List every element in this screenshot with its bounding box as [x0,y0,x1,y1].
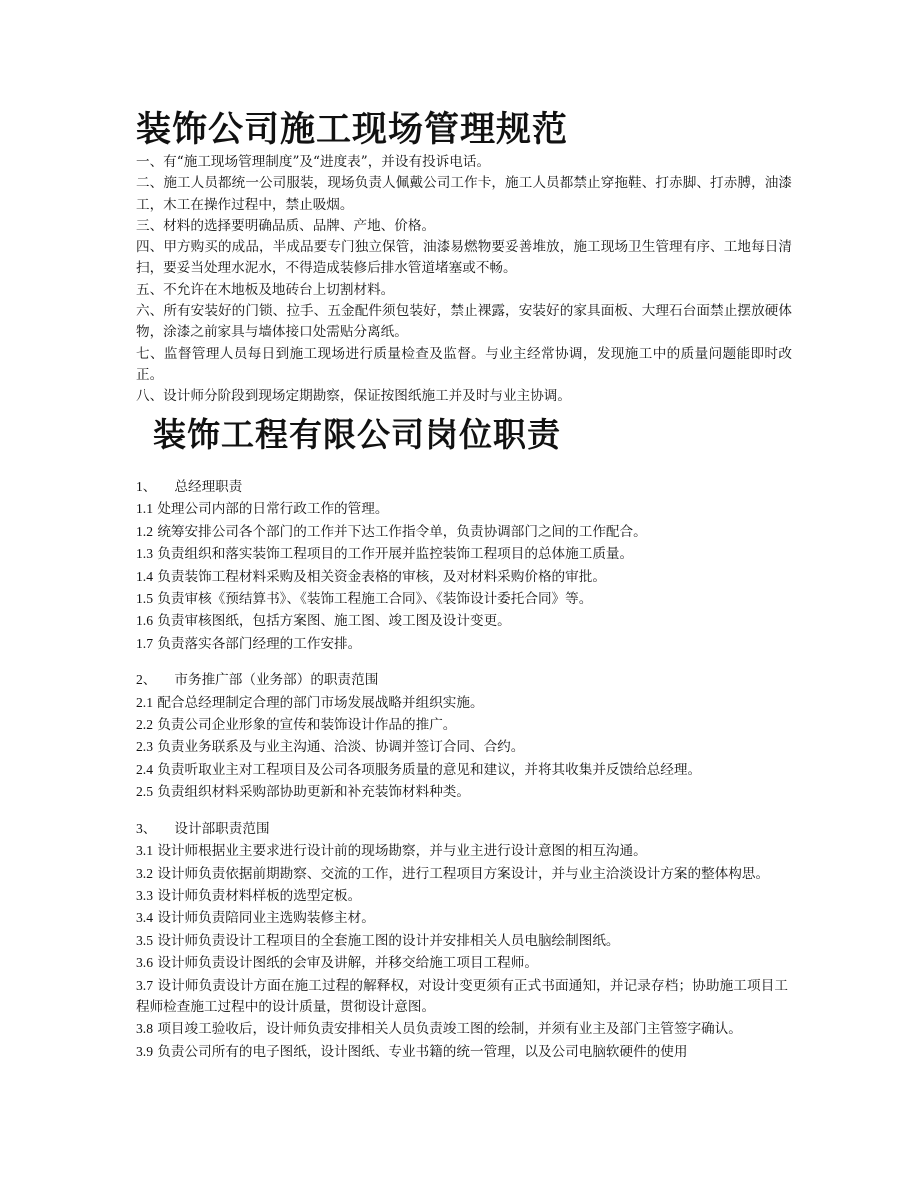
item-number: 1.1 [136,501,153,517]
item-text: 设计师根据业主要求进行设计前的现场勘察，并与业主进行设计意图的相互沟通。 [157,843,647,860]
duty-item [136,840,788,862]
section-number: 2、 [136,672,157,688]
section-title: 总经理职责 [174,479,243,495]
item-number: 3.4 [136,910,153,926]
rule-paragraph: 三、材料的选择要明确品质、品牌、产地、价格。 [136,217,436,234]
item-text: 处理公司内部的日常行政工作的管理。 [157,501,389,518]
section-number: 1、 [136,479,157,494]
rule-paragraph: 一、有“施工现场管理制度”及“进度表”，并设有投诉电话。 [136,154,491,170]
item-text: 设计师负责设计方面在施工过程的解释权，对设计变更须有正式书面通知，并记录存档；协助施工项目工程师检查施工过程中的设计质量，贯彻设计意图。 [136,977,789,1015]
item-number: 1.5 [136,591,153,607]
item-text: 配合总经理制定合理的部门市场发展战略并组织实施。 [157,694,484,711]
item-number: 3.2 [136,865,153,881]
item-number: 1.2 [136,523,153,539]
duty-item [136,1018,788,1040]
item-text: 负责落实各部门经理的工作安排。 [157,635,362,652]
item-text: 负责审核图纸，包括方案图、施工图、竣工图及设计变更。 [157,613,511,630]
item-number: 2.4 [136,761,153,777]
item-number: 3.7 [136,977,153,993]
duty-item [136,543,788,565]
item-number: 2.2 [136,717,153,733]
item-text: 负责业务联系及与业主沟通、洽淡、协调并签订合同、合约。 [157,739,525,756]
item-number: 2.5 [136,784,153,800]
item-number: 2.1 [136,694,153,710]
duty-item [136,1041,788,1063]
item-text: 负责听取业主对工程项目及公司各项服务质量的意见和建议，并将其收集并反馈给总经理。 [157,761,702,778]
item-text: 设计师负责依据前期勘察、交流的工作，进行工程项目方案设计，并与业主洽淡设计方案的整体构思。 [157,865,770,882]
item-text: 负责装饰工程材料采购及相关资金表格的审核，及对材料采购价格的审批。 [157,568,606,585]
item-number: 3.5 [136,932,153,948]
rule-paragraph: 五、不允许在木地板及地砖台上切割材料。 [136,281,395,298]
section-title: 设计部职责范围 [174,820,270,837]
item-number: 1.7 [136,635,153,651]
item-text: 负责公司企业形象的宣传和装饰设计作品的推广。 [157,717,457,734]
item-text: 负责组织和落实装饰工程项目的工作开展并监控装饰工程项目的总体施工质量。 [157,546,634,563]
item-text: 设计师负责材料样板的选型定板。 [157,887,362,904]
item-number: 1.6 [136,613,153,629]
section-heading [136,669,788,691]
duty-item [136,952,788,974]
rule-paragraph: 二、施工人员都统一公司服装，现场负责人佩戴公司工作卡，施工人员都禁止穿拖鞋、打赤脚、打赤膊，油漆工，木工在操作过程中，禁止吸烟。 [136,175,792,213]
duty-item [136,863,788,885]
item-text: 负责审核《预结算书》、《装饰工程施工合同》、《装饰设计委托合同》等。 [157,591,593,608]
section-title: 市务推广部（业务部）的职责范围 [174,672,379,689]
duty-item [136,714,788,736]
duty-item [136,566,788,588]
rule-paragraph: 六、所有安装好的门锁、拉手、五金配件须包装好，禁止裸露，安装好的家具面板、大理石台面禁止摆放硬体物，涂漆之前家具与墙体接口处需贴分离纸。 [136,303,792,341]
section-marketing [136,669,788,803]
duty-item [136,885,788,907]
item-number: 3.6 [136,955,153,971]
duty-item [136,633,788,655]
item-text: 项目竣工验收后，设计师负责安排相关人员负责竣工图的绘制，并须有业主及部门主管签字确认。 [157,1021,742,1038]
duty-item [136,759,788,781]
duty-item [136,907,788,929]
item-text: 设计师负责设计工程项目的全套施工图的设计并安排相关人员电脑绘制图纸。 [157,932,620,949]
job-duties-sections [136,476,788,1063]
item-number: 2.3 [136,739,153,755]
item-number: 1.3 [136,546,153,562]
item-text: 设计师负责设计图纸的会审及讲解，并移交给施工项目工程师。 [157,955,538,972]
section-general-manager [136,476,788,655]
item-number: 3.3 [136,887,153,903]
item-text: 负责组织材料采购部协助更新和补充装饰材料种类。 [157,784,470,801]
item-text: 设计师负责陪同业主选购装修主材。 [157,910,375,927]
item-text: 负责公司所有的电子图纸，设计图纸、专业书籍的统一管理，以及公司电脑软硬件的使用 [157,1043,688,1060]
section-heading [136,476,788,498]
duty-item [136,736,788,758]
job-duties-title: 装饰工程有限公司岗位职责 [153,415,561,454]
rule-paragraph: 八、设计师分阶段到现场定期勘察，保证按图纸施工并及时与业主协调。 [136,388,571,405]
site-management-title: 装饰公司施工现场管理规范 [136,110,569,150]
duty-item [136,975,788,1019]
item-number: 3.1 [136,843,153,859]
item-number: 3.9 [136,1043,153,1059]
duty-item [136,781,788,803]
duty-item [136,498,788,520]
duty-item [136,610,788,632]
duty-item [136,692,788,714]
duty-item [136,930,788,952]
item-number: 3.8 [136,1021,153,1037]
rule-paragraph: 七、监督管理人员每日到施工现场进行质量检查及监督。与业主经常协调，发现施工中的质量问题能即时改正。 [136,345,792,383]
section-design [136,818,788,1063]
duty-item [136,521,788,543]
management-rules [136,152,792,408]
rule-paragraph: 四、甲方购买的成品，半成品要专门独立保管，油漆易燃物要妥善堆放，施工现场卫生管理有序、工地每日清扫，要妥当处理水泥水，不得造成装修后排水管道堵塞或不畅。 [136,239,792,277]
duty-item [136,588,788,610]
section-heading [136,818,788,840]
section-number: 3、 [136,820,157,836]
item-text: 统筹安排公司各个部门的工作并下达工作指令单，负责协调部门之间的工作配合。 [157,523,647,540]
item-number: 1.4 [136,568,153,584]
